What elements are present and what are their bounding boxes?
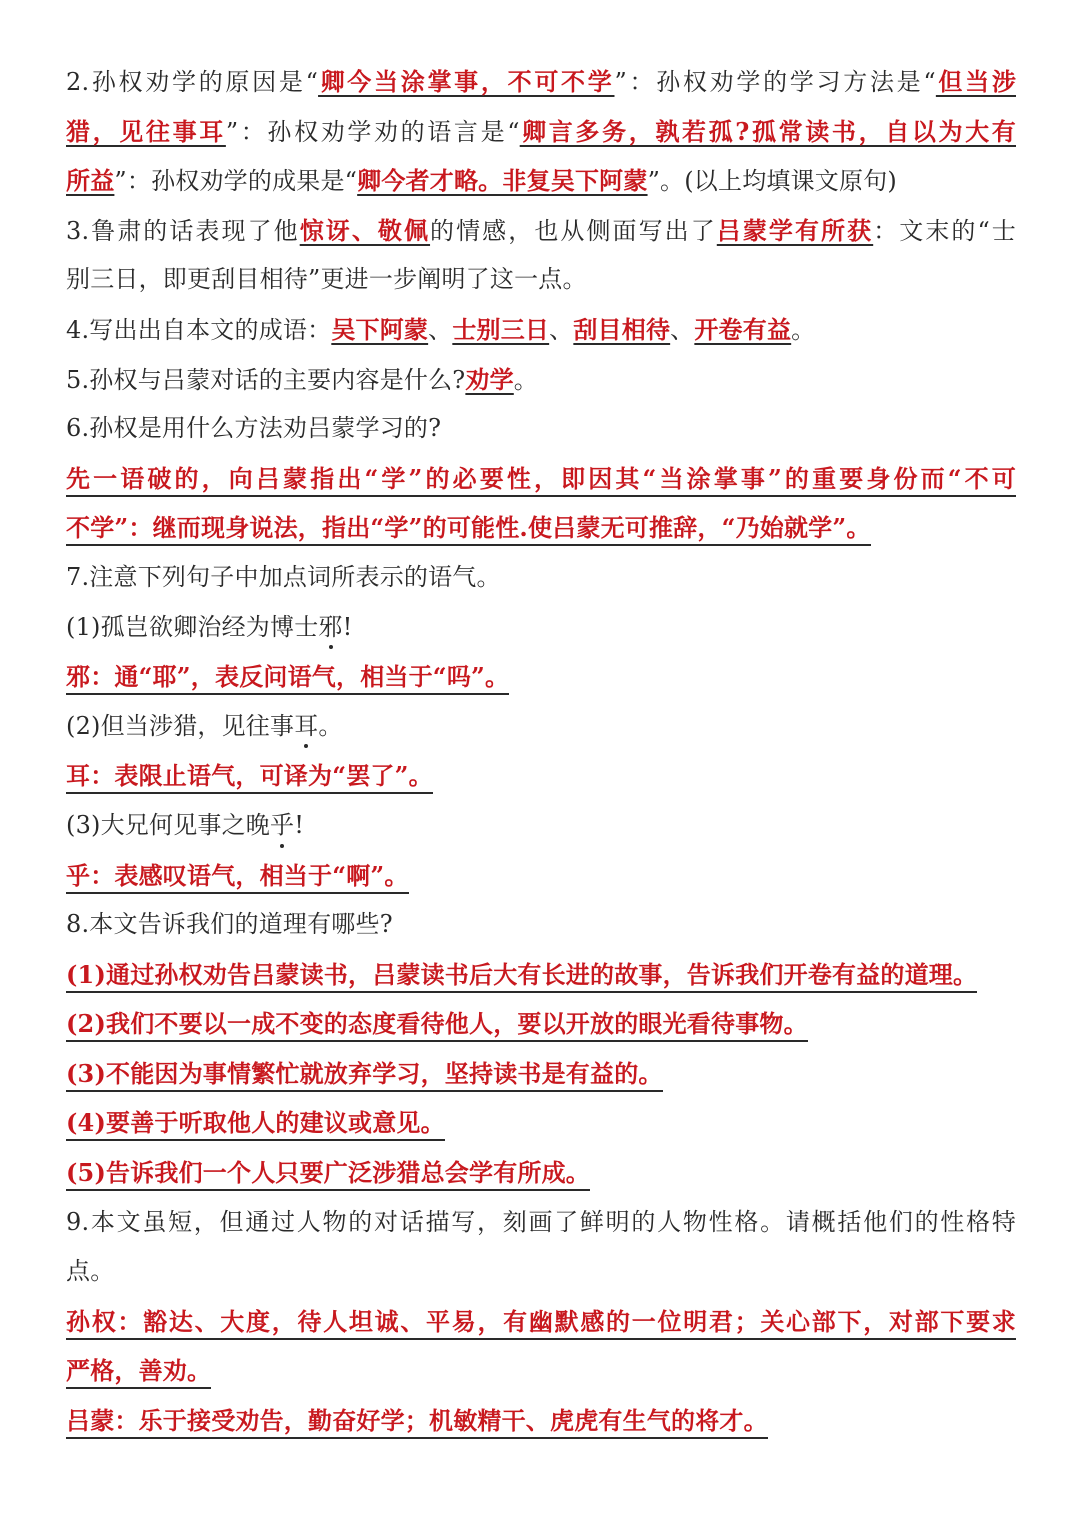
q2-answer-result: 卿今者才略。非复吴下阿蒙	[357, 166, 648, 196]
q7-sentence-text: (1)孤岂欲卿治经为博士	[66, 612, 319, 641]
q5-line	[66, 355, 1016, 405]
q3-text: 别三日，即更刮目相待”更进一步阐明了这一点。	[66, 265, 587, 294]
q9-text: 点。	[66, 1257, 115, 1286]
q4-sep: 、	[428, 315, 453, 344]
q6-question	[66, 404, 1016, 454]
q8-item-text: (1)通过孙权劝告吕蒙读书，吕蒙读书后大有长进的故事，告诉我们开卷有益的道理。	[66, 960, 977, 993]
q4-sep: 、	[549, 315, 574, 344]
q7-answer-3	[66, 851, 1016, 901]
q7-answer-text: 乎：表感叹语气，相当于“啊”。	[66, 861, 409, 894]
q7-dotted-word: 乎	[270, 801, 294, 851]
q7-question	[66, 553, 1016, 603]
worksheet	[66, 57, 1016, 1446]
q7-answer-1	[66, 652, 1016, 702]
q7-answer-text: 邪：通“耶”，表反问语气，相当于“吗”。	[66, 662, 509, 695]
q9-answer-2	[66, 1346, 1016, 1396]
q2-line-1	[66, 57, 1016, 107]
q9-question-2	[66, 1247, 1016, 1297]
q2-answer-language: 所益	[66, 166, 115, 196]
q7-sentence-text: !	[342, 612, 353, 641]
q7-sentence-text: 。	[318, 711, 343, 740]
q4-line	[66, 305, 1016, 355]
q2-text: ”：孙权劝学的学习方法是“	[614, 68, 936, 96]
q2-answer-method: 但当涉	[935, 67, 1016, 96]
q7-sentence-2	[66, 702, 1016, 752]
q8-item	[66, 1148, 1016, 1198]
q9-question-1	[66, 1198, 1016, 1248]
q8-item-text: (4)要善于听取他人的建议或意见。	[66, 1108, 445, 1141]
q3-answer-gain: 吕蒙学有所获	[716, 215, 874, 245]
q4-idiom: 士别三日	[452, 314, 550, 344]
q2-text: 2.孙权劝学的原因是“	[66, 68, 319, 96]
q8-item-text: (2)我们不要以一成不变的态度看待他人，要以开放的眼光看待事物。	[66, 1009, 808, 1042]
q7-dotted-word: 耳	[294, 702, 318, 752]
q8-item	[66, 950, 1016, 1000]
q2-line-3	[66, 156, 1016, 206]
q3-line-2	[66, 255, 1016, 305]
q5-answer: 劝学	[465, 364, 514, 394]
q2-text: ”：孙权劝学的成果是“	[114, 167, 358, 196]
q9-text: 9.本文虽短，但通过人物的对话描写，刻画了鲜明的人物性格。请概括他们的性格特	[66, 1207, 1016, 1236]
q2-answer-language: 卿言多务，孰若孤?孤常读书，自以为大有	[519, 116, 1016, 146]
q9-answer-text: 严格，善劝。	[66, 1356, 211, 1389]
q2-text: ”：孙权劝学劝的语言是“	[225, 117, 520, 146]
q7-sentence-1	[66, 603, 1016, 653]
q8-item	[66, 1049, 1016, 1099]
q4-idiom: 刮目相待	[573, 314, 671, 344]
q8-question	[66, 900, 1016, 950]
q7-answer-2	[66, 751, 1016, 801]
q2-line-2	[66, 107, 1016, 157]
q5-text: 。	[513, 365, 538, 394]
q3-text: 的情感，也从侧面写出了	[430, 216, 717, 245]
q7-answer-text: 耳：表限止语气，可译为“罢了”。	[66, 761, 433, 794]
q9-answer-1	[66, 1297, 1016, 1347]
q6-answer-text: 不学”：继而现身说法，指出“学”的可能性.使吕蒙无可推辞，“乃始就学”。	[66, 513, 871, 546]
q8-item	[66, 1098, 1016, 1148]
q6-answer-text: 先一语破的，向吕蒙指出“学”的必要性，即因其“当涂掌事”的重要身份而“不可	[66, 464, 1016, 497]
q7-sentence-3	[66, 801, 1016, 851]
q8-item-text: (3)不能因为事情繁忙就放弃学习，坚持读书是有益的。	[66, 1059, 663, 1092]
q7-text: 7.注意下列句子中加点词所表示的语气。	[66, 562, 501, 591]
q6-answer-1	[66, 454, 1016, 504]
q7-sentence-text: (3)大兄何见事之晚	[66, 810, 270, 839]
q9-answer-text: 孙权：豁达、大度，待人坦诚、平易，有幽默感的一位明君；关心部下，对部下要求	[66, 1307, 1016, 1340]
q8-text: 8.本文告诉我们的道理有哪些?	[66, 910, 393, 939]
q7-dotted-word: 邪	[318, 603, 342, 653]
q6-answer-2	[66, 503, 1016, 553]
q3-text: ：文末的“士	[873, 216, 1016, 245]
q9-answer-text: 吕蒙：乐于接受劝告，勤奋好学；机敏精干、虎虎有生气的将才。	[66, 1406, 768, 1439]
q4-sep: 、	[670, 315, 695, 344]
q8-item	[66, 999, 1016, 1049]
q8-item-text: (5)告诉我们一个人只要广泛涉猎总会学有所成。	[66, 1158, 590, 1191]
q3-line-1	[66, 206, 1016, 256]
q4-sep: 。	[791, 315, 816, 344]
q2-answer-reason: 卿今当涂掌事，不可不学	[318, 67, 615, 96]
q2-answer-method: 猎，见往事耳	[66, 116, 226, 146]
q4-idiom: 开卷有益	[694, 314, 792, 344]
q3-text: 3.鲁肃的话表现了他	[66, 216, 300, 245]
q7-sentence-text: !	[294, 810, 305, 839]
q6-text: 6.孙权是用什么方法劝吕蒙学习的?	[66, 414, 442, 443]
q4-idiom: 吴下阿蒙	[331, 314, 429, 344]
q7-sentence-text: (2)但当涉猎，见往事	[66, 711, 295, 740]
q9-answer-3	[66, 1396, 1016, 1446]
q5-text: 5.孙权与吕蒙对话的主要内容是什么?	[66, 365, 466, 394]
q4-text: 4.写出出自本文的成语：	[66, 315, 332, 344]
q3-answer-emotion: 惊讶、敬佩	[299, 215, 431, 245]
q2-text: ”。(以上均填课文原句)	[647, 167, 897, 196]
